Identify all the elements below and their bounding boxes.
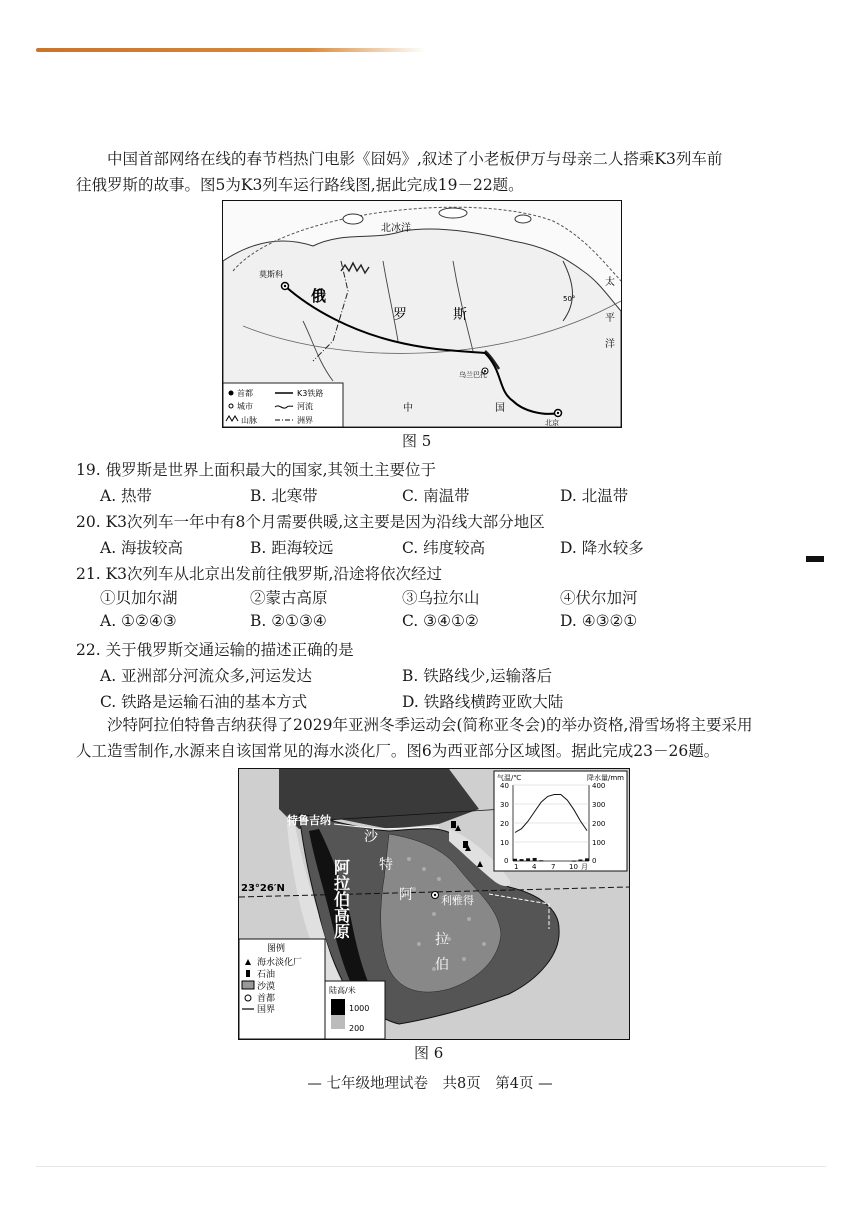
q21-option-b[interactable]: B. ②①③④ [250,612,327,630]
russia-char-2: 罗 [393,307,407,323]
q21-item-1: ①贝加尔湖 [100,589,178,607]
temp-tick-10: 10 [500,839,509,847]
precip-bar [578,859,582,861]
moscow-label: 莫斯科 [259,270,283,279]
legend-desert: 沙漠 [257,982,276,992]
temp-tick-30: 30 [500,801,509,809]
legend-desal: 海水淡化厂 [257,958,303,968]
russia-char-1: 俄 [311,287,327,305]
month-tick-10: 10 [569,863,578,871]
question-20-stem: 20. K3次列车一年中有8个月需要供暖,这主要是因为沿线大部分地区 [76,513,545,531]
capital-icon [245,995,251,1001]
figure-5-caption: 图 5 [402,432,432,450]
top-decoration-line [36,48,426,52]
elevation-low: 200 [349,1024,365,1033]
russia-k3-route-map [223,201,621,427]
q21-option-c[interactable]: C. ③④①② [402,612,479,630]
temp-tick-40: 40 [500,782,509,790]
month-unit: 月 [581,863,588,871]
latitude-50-label: 50° [563,295,576,303]
riyadh-label: 利雅得 [441,894,474,907]
pacific-char-3: 洋 [605,339,615,350]
question-22-stem: 22. 关于俄罗斯交通运输的描述正确的是 [76,641,354,659]
beijing-label: 北京 [545,419,559,427]
china-char-1: 中 [403,403,413,414]
legend-mountain: 山脉 [241,416,257,425]
month-tick-4: 4 [532,863,537,871]
elevation-title: 陆高/米 [329,986,356,995]
q22-option-a[interactable]: A. 亚洲部分河流众多,河运发达 [100,667,312,685]
month-tick-1: 1 [514,863,519,871]
legend-k3: K3铁路 [297,389,324,398]
question-22-options-row1 [100,664,720,686]
precip-tick-400: 400 [592,782,606,790]
precip-tick-200: 200 [592,820,606,828]
question-19-options [100,484,720,506]
precip-bar [585,858,589,861]
precip-bar [533,858,537,861]
q20-option-c[interactable]: C. 纬度较高 [402,539,486,557]
q21-item-3: ③乌拉尔山 [402,589,480,607]
saudi-char-la: 拉 [435,932,449,948]
desert-icon [242,981,254,989]
question-20-options [100,536,720,558]
precip-tick-0: 0 [592,857,597,865]
bottom-divider [36,1166,826,1167]
figure-6-map [238,768,630,1040]
trojena-label: 特鲁吉纳 [287,814,331,827]
oil-icon [246,970,250,977]
month-tick-7: 7 [551,863,556,871]
legend-capital-6: 首都 [257,994,276,1004]
margin-mark [806,556,824,562]
pacific-char-1: 太 [605,277,615,288]
legend-city: 城市 [237,402,253,411]
saudi-char-te: 特 [379,857,393,873]
fig5-legend [223,383,343,427]
question-21-items [100,586,720,608]
q21-item-2: ②蒙古高原 [250,589,328,607]
legend-oil: 石油 [257,970,276,980]
legend-river: 河流 [297,402,313,411]
russia-char-3: 斯 [453,307,467,323]
precip-axis-label: 降水量/mm [587,774,624,782]
figure-6-caption: 图 6 [414,1044,444,1062]
saudi-char-a: 阿 [399,887,413,903]
fig6-legend [239,939,325,1039]
q21-option-d[interactable]: D. ④③②① [560,612,638,630]
elevation-high: 1000 [349,1004,370,1013]
figure-5-map [222,200,622,428]
q19-option-a[interactable]: A. 热带 [100,487,153,505]
q22-option-d[interactable]: D. 铁路线横跨亚欧大陆 [402,693,564,711]
legend-capital: 首都 [237,389,253,398]
legend-continent: 洲界 [297,416,313,425]
intro-paragraph-2: 沙特阿拉伯特鲁吉纳获得了2029年亚洲冬季运动会(简称亚冬会)的举办资格,滑雪场将主要采用人工造雪制作,水源来自该国常见的海水淡化厂。图6为西亚部分区域图。据此完成23－26题。 [76,716,753,760]
intro-paragraph-1: 中国首部网络在线的春节档热门电影《囧妈》,叙述了小老板伊万与母亲二人搭乘K3列车前往俄罗斯的故事。图5为K3列车运行路线图,据此完成19－22题。 [76,150,723,194]
legend-border: 国界 [257,1005,276,1015]
temp-tick-20: 20 [500,820,509,828]
saudi-char-bo: 伯 [435,957,449,973]
q20-option-b[interactable]: B. 距海较远 [250,539,334,557]
city-icon [229,404,233,408]
precip-bar [520,859,524,861]
elevation-legend [325,981,385,1039]
q20-option-d[interactable]: D. 降水较多 [560,539,644,557]
question-21-stem: 21. K3次列车从北京出发前往俄罗斯,沿途将依次经过 [76,565,442,583]
precip-bar [526,858,530,861]
arctic-ocean-label: 北冰洋 [381,223,411,234]
climate-chart [494,771,627,871]
precip-tick-300: 300 [592,801,606,809]
precip-tick-100: 100 [592,839,606,847]
ulaanbaatar-label: 乌兰巴托 [459,371,487,379]
q21-option-a[interactable]: A. ①②④③ [100,612,177,630]
precip-bar [513,859,517,861]
temp-axis-label: 气温/℃ [497,774,522,782]
plateau-label: 阿拉伯高原 [331,859,351,939]
q20-option-a[interactable]: A. 海拔较高 [100,539,184,557]
question-19-stem: 19. 俄罗斯是世界上面积最大的国家,其领土主要位于 [76,461,437,479]
q22-option-c[interactable]: C. 铁路是运输石油的基本方式 [100,693,308,711]
pacific-char-2: 平 [605,313,615,324]
q21-item-4: ④伏尔加河 [560,589,638,607]
capital-icon [229,391,234,396]
question-21-options [100,612,720,634]
precip-bar [572,861,576,862]
china-char-2: 国 [495,403,505,414]
precip-bar [539,860,543,861]
legend-title: 图例 [267,944,286,954]
temp-tick-0: 0 [504,857,509,865]
west-asia-map [239,769,629,1039]
q19-option-d[interactable]: D. 北温带 [560,487,629,505]
question-22-options-row2 [100,690,720,712]
page-footer: — 七年级地理试卷 共8页 第4页 — [307,1076,553,1092]
saudi-char-sha: 沙 [364,829,378,845]
q19-option-b[interactable]: B. 北寒带 [250,487,318,505]
q19-option-c[interactable]: C. 南温带 [402,487,470,505]
tropic-label: 23°26′N [241,883,285,894]
q22-option-b[interactable]: B. 铁路线少,运输落后 [402,667,553,685]
